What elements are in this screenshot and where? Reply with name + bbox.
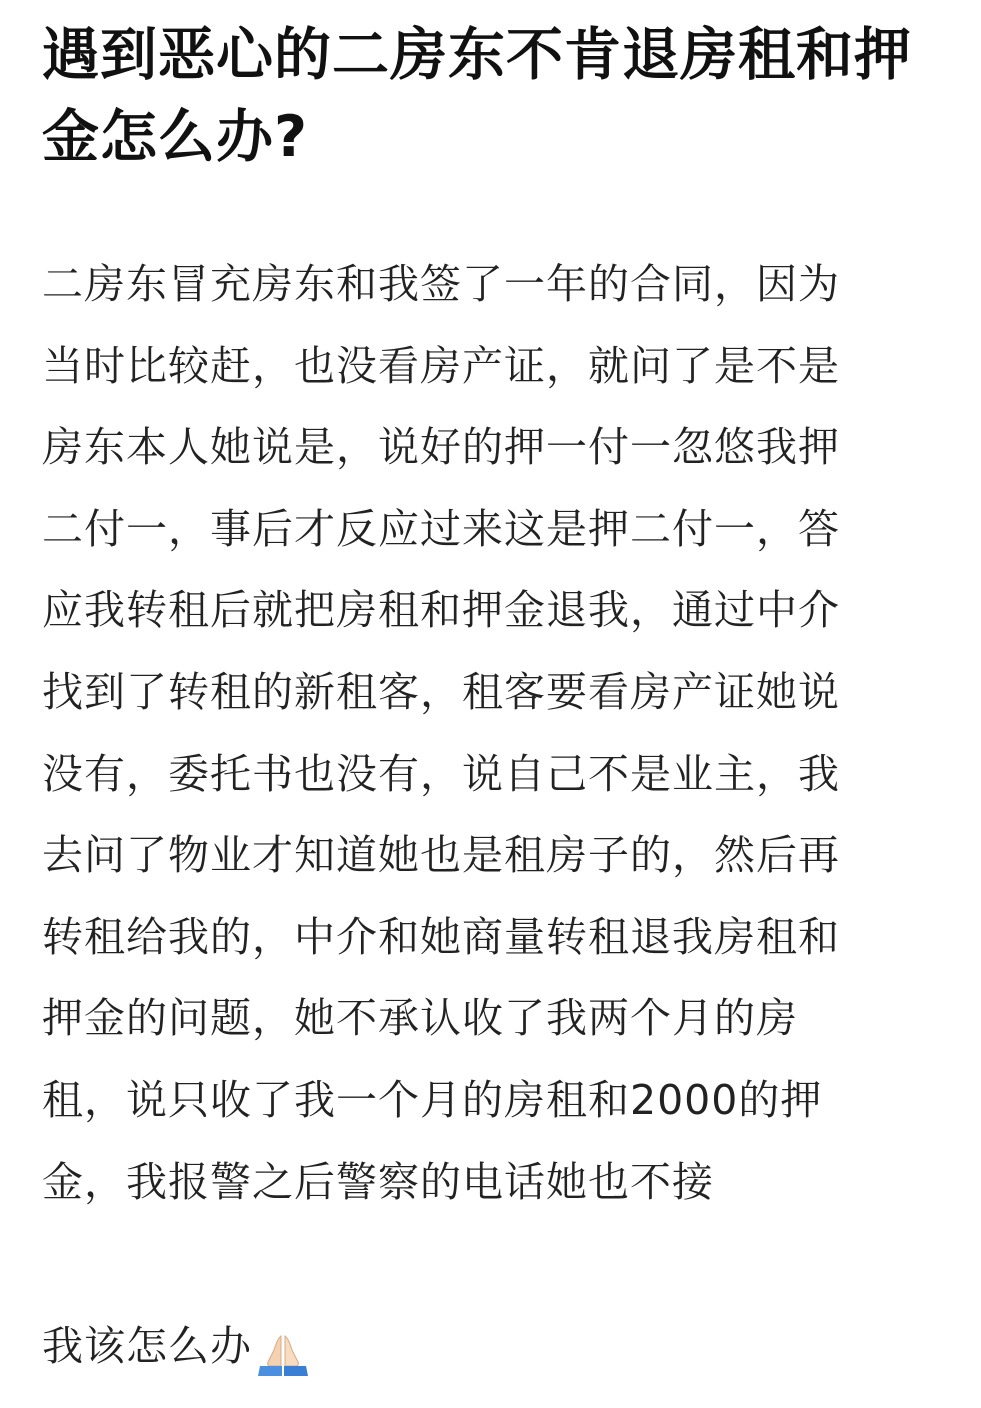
body-line-7: 没有，委托书也没有，说自己不是业主，我 — [42, 749, 840, 798]
body-line-11: 租，说只收了我一个月的房租和2000的押 — [42, 1075, 823, 1124]
body-line-9: 转租给我的，中介和她商量转租退我房租和 — [42, 912, 840, 961]
body-line-6: 找到了转租的新租客，租客要看房产证她说 — [42, 667, 840, 716]
post — [42, 14, 942, 1387]
post-title: 遇到恶心的二房东不肯退房租和押金怎么办? — [42, 22, 912, 170]
body-line-10: 押金的问题，她不承认收了我两个月的房 — [42, 994, 798, 1043]
body-line-1: 二房东冒充房东和我签了一年的合同，因为 — [42, 260, 840, 308]
body-line-8: 去问了物业才知道她也是租房子的，然后再 — [42, 831, 840, 880]
praying-hands-icon — [254, 1323, 312, 1369]
body-line-2: 当时比较赶，也没看房产证，就问了是不是 — [42, 341, 840, 390]
body-line-12: 金，我报警之后警察的电话她也不接 — [42, 1157, 714, 1206]
closing-text: 我该怎么办 — [42, 1322, 252, 1371]
body-line-3: 房东本人她说是，说好的押一付一忽悠我押 — [42, 423, 840, 472]
body-line-4: 二付一，事后才反应过来这是押二付一，答 — [42, 504, 840, 553]
closing-line — [42, 1305, 942, 1387]
post-body — [42, 244, 942, 1223]
body-line-5: 应我转租后就把房租和押金退我，通过中介 — [42, 586, 840, 635]
